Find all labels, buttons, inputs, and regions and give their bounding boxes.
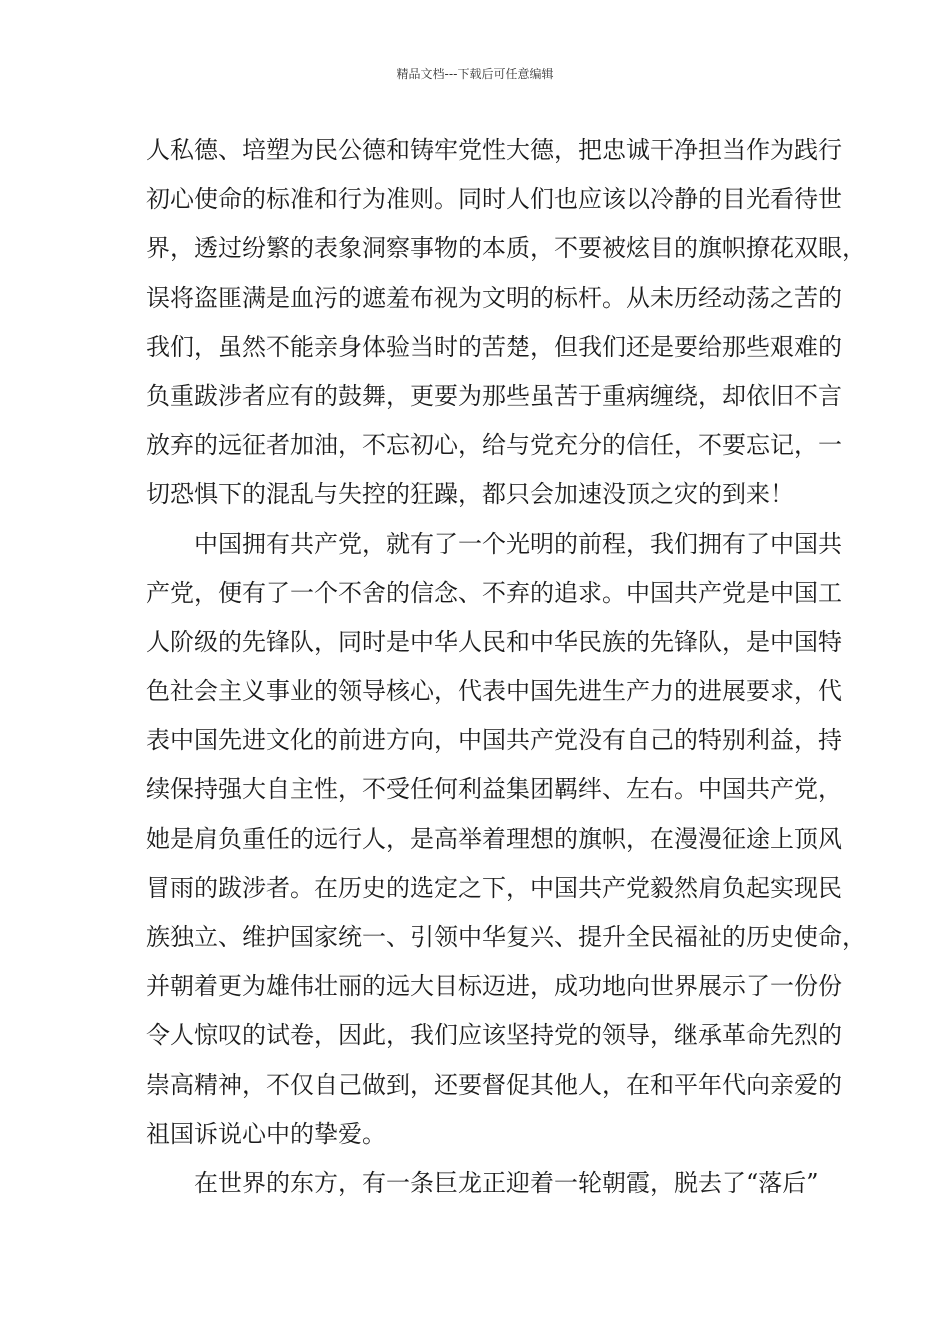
text-line: 中国拥有共产党，就有了一个光明的前程，我们拥有了中国共 xyxy=(194,529,842,558)
text-line: 界，透过纷繁的表象洞察事物的本质，不要被炫目的旗帜撩花双眼， xyxy=(146,234,866,263)
body-text xyxy=(146,126,866,1208)
text-line: 产党，便有了一个不舍的信念、不弃的追求。中国共产党是中国工 xyxy=(146,578,842,607)
text-line: 人阶级的先锋队，同时是中华人民和中华民族的先锋队，是中国特 xyxy=(146,627,842,656)
text-line: 色社会主义事业的领导核心，代表中国先进生产力的进展要求，代 xyxy=(146,677,842,706)
text-line: 表中国先进文化的前进方向，中国共产党没有自己的特别利益，持 xyxy=(146,726,842,755)
text-line: 续保持强大自主性，不受任何利益集团羁绊、左右。中国共产党， xyxy=(146,775,842,804)
text-line: 初心使命的标准和行为准则。同时人们也应该以冷静的目光看待世 xyxy=(146,185,842,214)
text-line: 令人惊叹的试卷，因此，我们应该坚持党的领导，继承革命先烈的 xyxy=(146,1021,842,1050)
text-line: 人私德、培塑为民公德和铸牢党性大德，把忠诚干净担当作为践行 xyxy=(146,136,842,164)
text-line: 负重跋涉者应有的鼓舞，更要为那些虽苦于重病缠绕，却依旧不言 xyxy=(146,381,842,410)
text-line: 崇高精神，不仅自己做到，还要督促其他人，在和平年代向亲爱的 xyxy=(146,1070,842,1099)
text-line: 祖国诉说心中的挚爱。 xyxy=(146,1119,386,1148)
text-line: 误将盗匪满是血污的遮羞布视为文明的标杆。从未历经动荡之苦的 xyxy=(146,283,842,312)
text-line: 切恐惧下的混乱与失控的狂躁，都只会加速没顶之灾的到来！ xyxy=(146,480,794,509)
text-line: 族独立、维护国家统一、引领中华复兴、提升全民福祉的历史使命， xyxy=(146,923,866,951)
text-line: 她是肩负重任的远行人，是高举着理想的旗帜，在漫漫征途上顶风 xyxy=(146,824,842,853)
text-line: 我们，虽然不能亲身体验当时的苦楚，但我们还是要给那些艰难的 xyxy=(146,332,842,361)
text-line: 冒雨的跋涉者。在历史的选定之下，中国共产党毅然肩负起实现民 xyxy=(146,873,842,902)
page-header: 精品文档---下载后可任意编辑 xyxy=(396,67,554,81)
text-line: 并朝着更为雄伟壮丽的远大目标迈进，成功地向世界展示了一份份 xyxy=(146,972,842,1001)
text-line: 在世界的东方，有一条巨龙正迎着一轮朝霞，脱去了“落后” xyxy=(194,1168,819,1197)
text-line: 放弃的远征者加油，不忘初心，给与党充分的信任，不要忘记，一 xyxy=(146,431,842,460)
